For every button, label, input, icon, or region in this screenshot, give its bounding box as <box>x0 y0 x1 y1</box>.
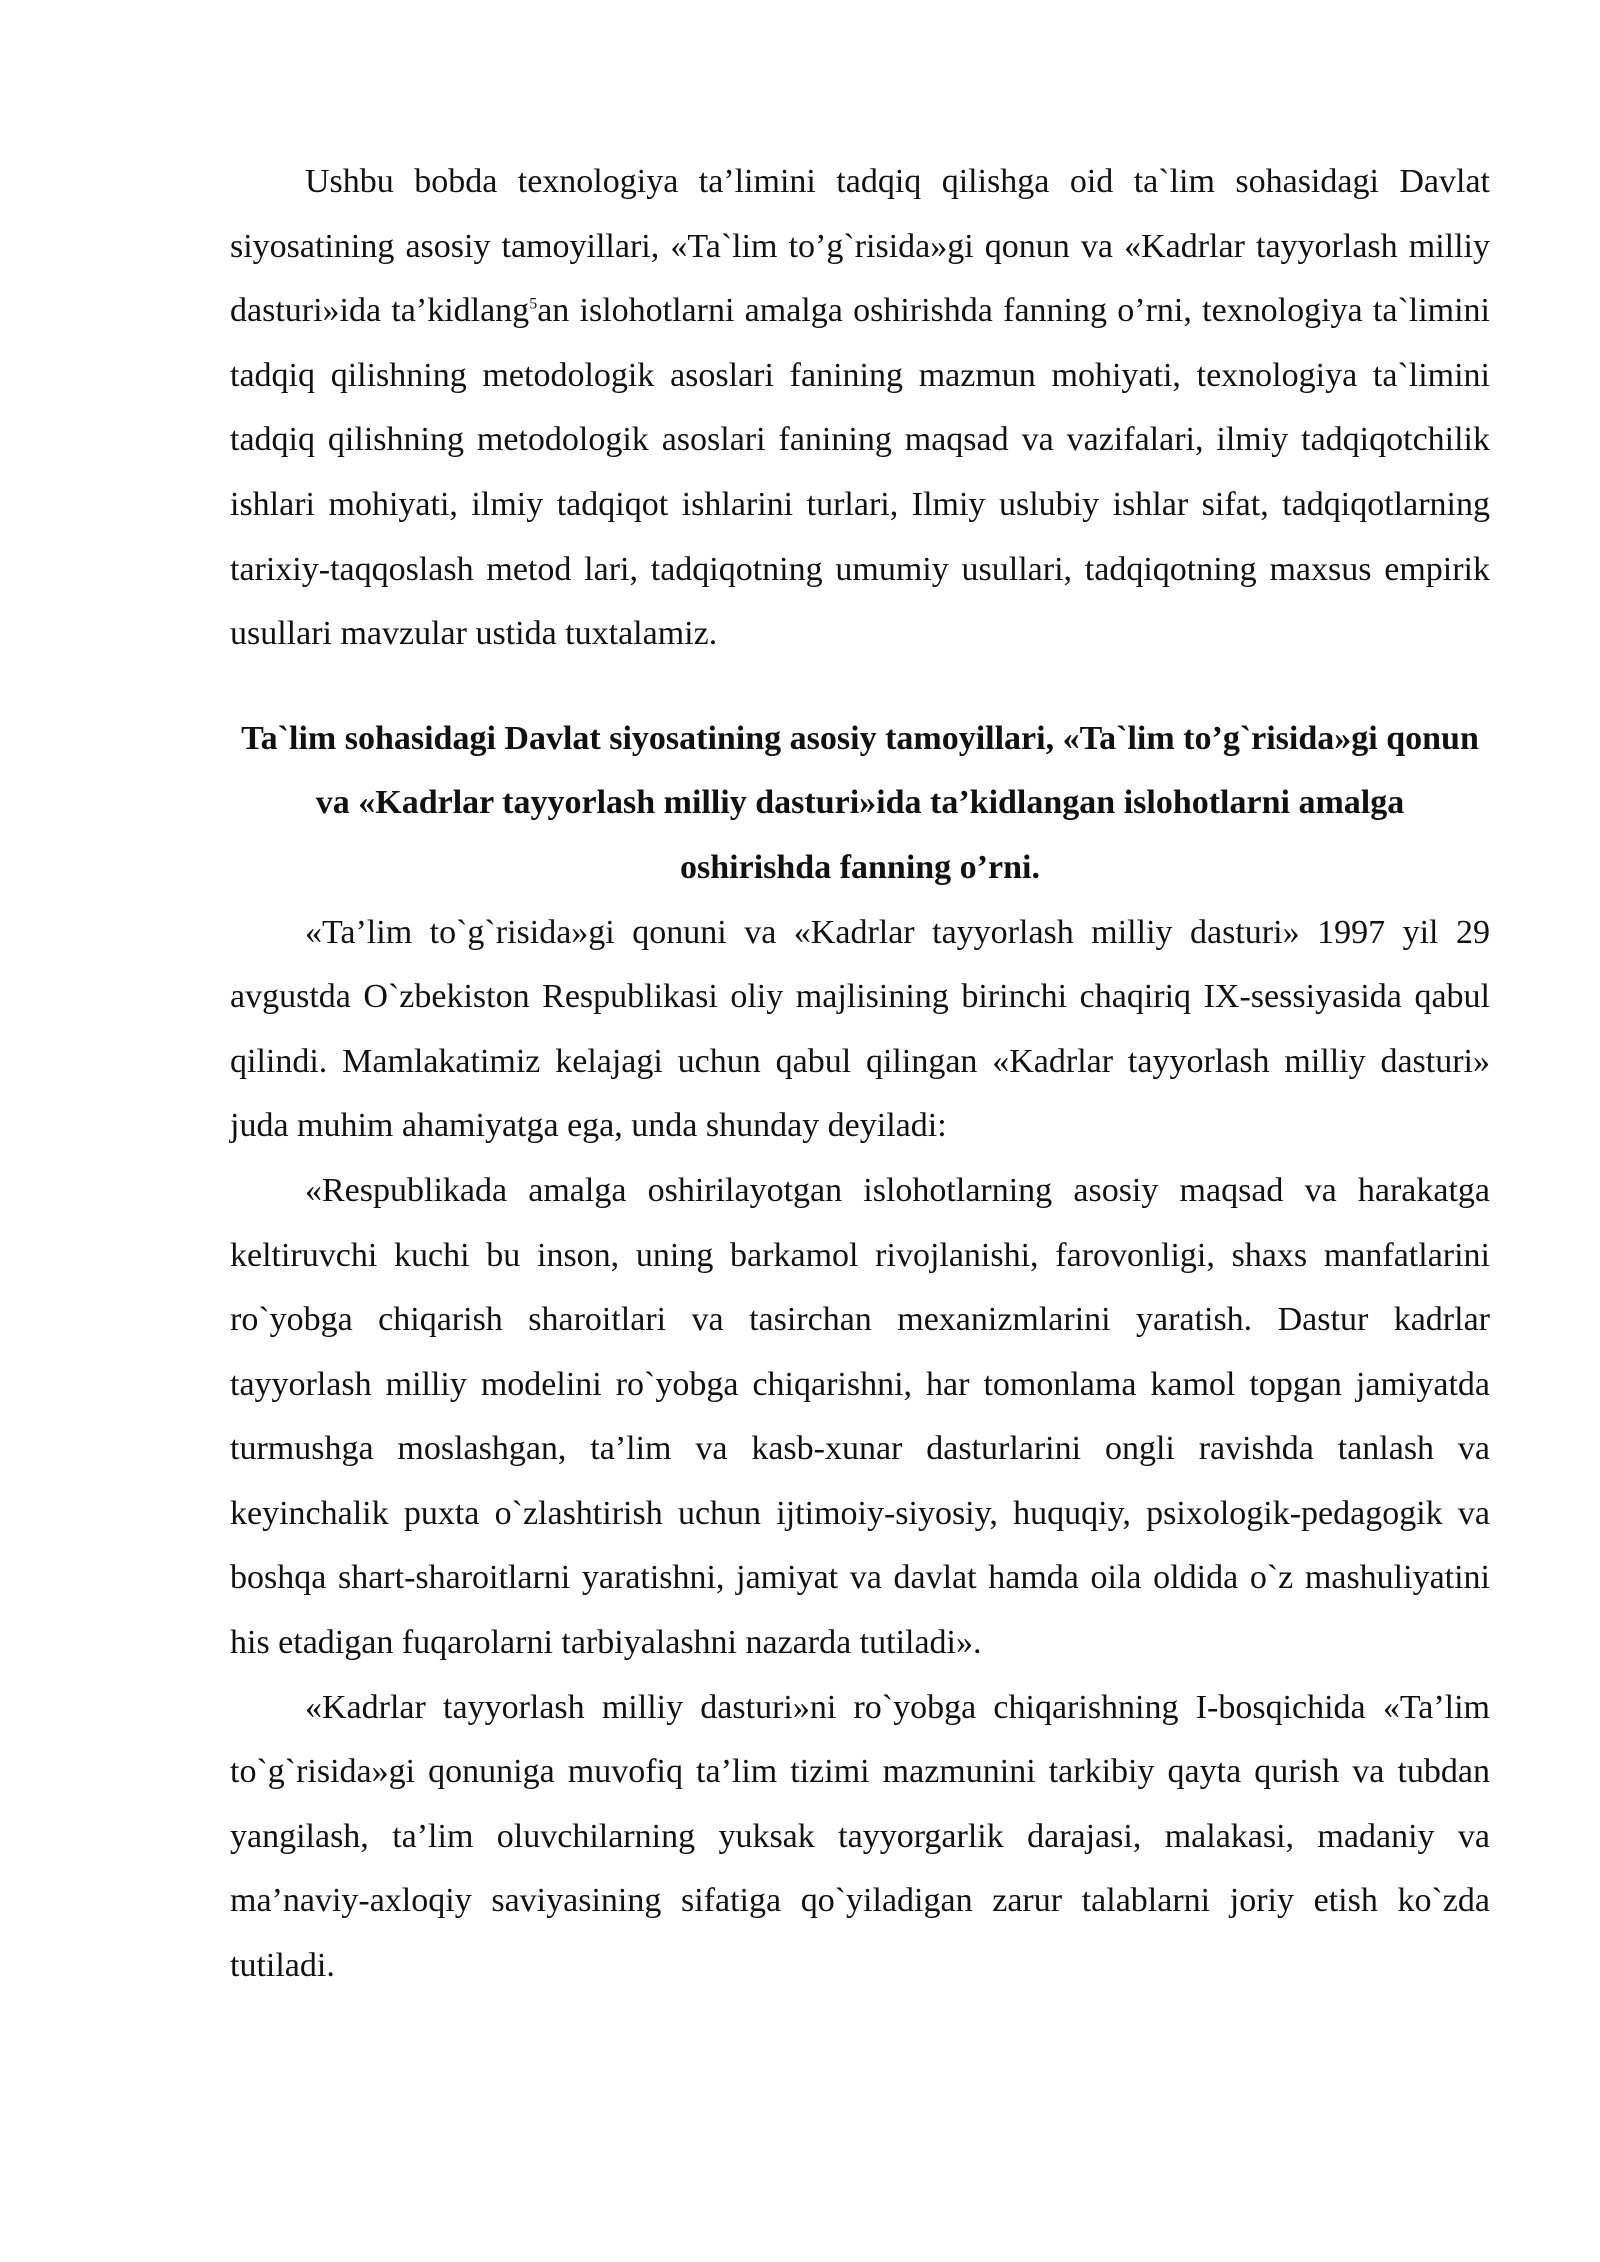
body-paragraph-2: «Respublikada amalga oshirilayotgan islohotlarning asosiy maqsad va harakatga keltiruvchi kuchi bu inson, uning barkamol rivojlanishi, farovonligi, shaxs manfatlarini ro`yobga chiqarish sharoitlari va tasirchan mexanizmlarini yaratish. Dastur kadrlar tayyorlash milliy modelini ro`yobga chiqarishni, har tomonlama kamol topgan jamiyatda turmushga moslashgan, ta’lim va kasb-xunar dasturlarini ongli ravishda tanlash va keyinchalik puxta o`zlashtirish uchun ijtimoiy-siyosiy, huquqiy, psixologik-pedagogik va boshqa shart-sharoitlarni yaratishni, jamiyat va davlat hamda oila oldida o`z mashuliyatini his etadigan fuqarolarni tarbiyalashni nazarda tutiladi». <box>230 1171 1490 1662</box>
section-spacer <box>230 667 1490 707</box>
intro-text-part2: an islohotlarni amalga oshirishda fanning o’rni, texnologiya ta`limini tadqiq qilishning metodologik asoslari fanining mazmun mohiyati, texnologiya ta`limini tadqiq qilishning metodologik asoslari fanining maqsad va vazifalari, ilmiy tadqiqotchilik ishlari mohiyati, ilmiy tadqiqot ishlarini turlari, Ilmiy uslubiy ishlar sifat, tadqiqotlarning tarixiy-taqqoslash metod lari, tadqiqotning umumiy usullari, tadqiqotning maxsus empirik usullari mavzular ustida tuxtalamiz. <box>230 292 1490 653</box>
intro-paragraph <box>230 150 1490 667</box>
body-paragraph-3: «Kadrlar tayyorlash milliy dasturi»ni ro`yobga chiqarishning I-bosqichida «Ta’lim to`g`risida»gi qonuniga muvofiq ta’lim tizimi mazmunini tarkibiy qayta qurish va tubdan yangilash, ta’lim oluvchilarning yuksak tayyorgarlik darajasi, malakasi, madaniy va ma’naviy-axloqiy saviyasining sifatiga qo`yiladigan zarur talablarni joriy etish ko`zda tutiladi. <box>230 1688 1490 1985</box>
document-body <box>230 150 1490 1999</box>
section-heading: Ta`lim sohasidagi Davlat siyosatining asosiy tamoyillari, «Ta`lim to’g`risida»gi qonun va «Kadrlar tayyorlash milliy dasturi»ida ta’kidlangan islohotlarni amalga oshirishda fanning o’rni. <box>241 719 1479 886</box>
body-paragraph-1: «Ta’lim to`g`risida»gi qonuni va «Kadrlar tayyorlash milliy dasturi» 1997 yil 29 avgustda O`zbekiston Respublikasi oliy majlisining birinchi chaqiriq IX-sessiyasida qabul qilindi. Mamlakatimiz kelajagi uchun qabul qilingan «Kadrlar tayyorlash milliy dasturi» juda muhim ahamiyatga ega, unda shunday deyiladi: <box>230 913 1490 1145</box>
footnote-marker: 5 <box>529 295 538 313</box>
intro-text-part1: Ushbu bobda texnologiya ta’limini tadqiq qilishga oid ta`lim sohasidagi Davlat siyosatining asosiy tamoyillari, «Ta`lim to’g`risida»gi qonun va «Kadrlar tayyorlash milliy dasturi»ida ta’kidlang <box>230 163 1490 330</box>
